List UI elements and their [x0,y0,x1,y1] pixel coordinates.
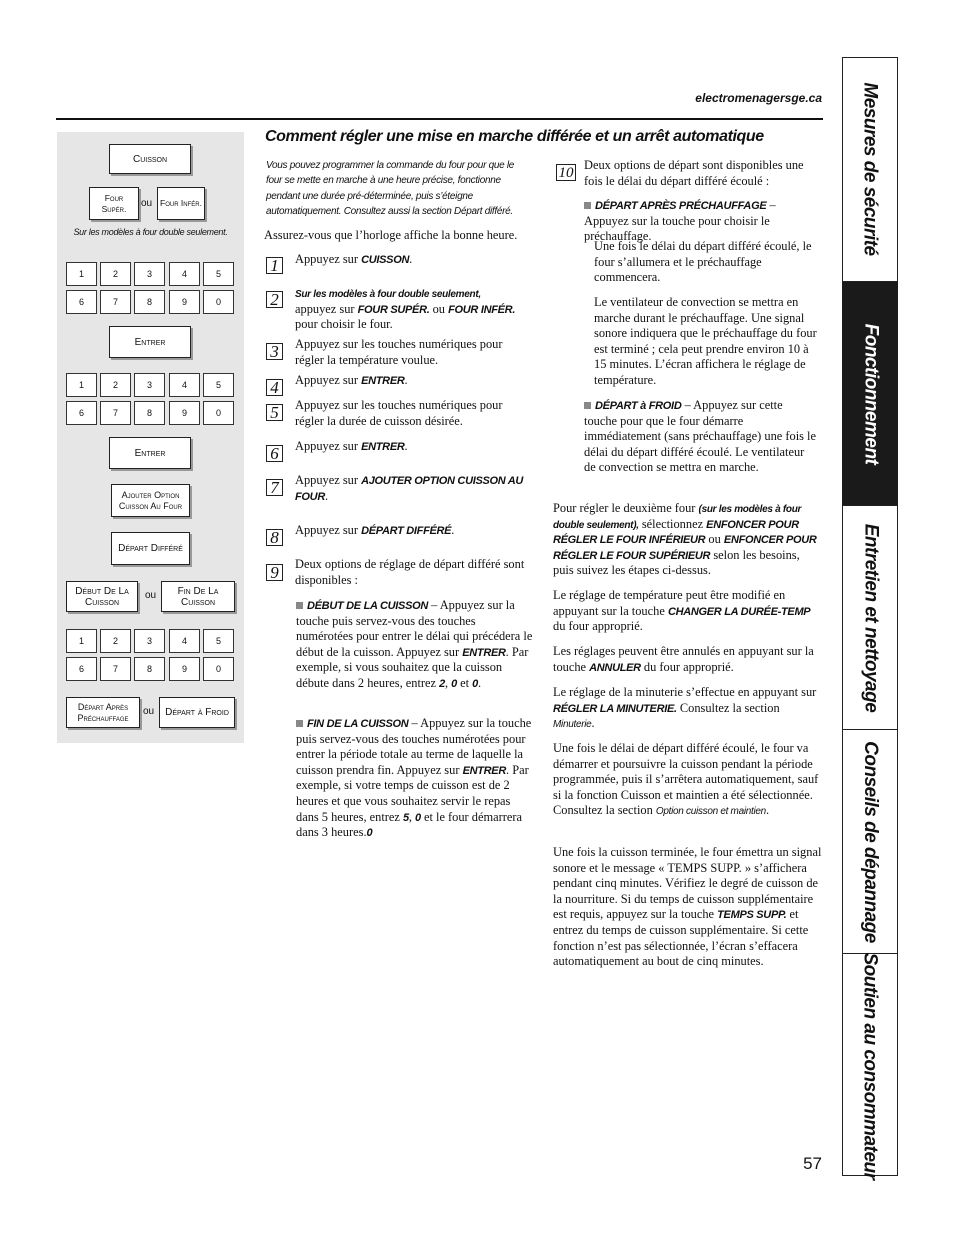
digit-key-4[interactable]: 4 [169,629,200,653]
step-number: 7 [266,479,283,496]
digit-key-6[interactable]: 6 [66,401,97,425]
tab-mesures-securite[interactable]: Mesures de sécurité [860,82,882,256]
step-number: 1 [266,257,283,274]
cancel-paragraph: Les réglages peuvent être annulés en appuyant sur la touche ANNULER du four approprié. [553,644,814,674]
four-super-key[interactable]: Four Supér. [89,187,139,220]
delay-paragraph: Une fois le délai de départ différé écoulé, le four va démarrer et poursuivre la cuisson pendant la période programmée, puis il s’arrêtera automatiquement, sauf si la fonction Cuisson et maintien a été sélectionnée. Consultez la section Option cuisson et maintien. [553,741,819,818]
digit-key-7[interactable]: 7 [100,290,131,314]
step-number: 5 [266,404,283,421]
step-9-text: Deux options de réglage de départ différé sont disponibles : [295,557,525,587]
step-number: 6 [266,445,283,462]
digit-key-0[interactable]: 0 [203,657,234,681]
step-8-text: Appuyez sur DÉPART DIFFÉRÉ. [295,523,455,537]
digit-key-0[interactable]: 0 [203,401,234,425]
digit-key-0[interactable]: 0 [203,290,234,314]
step-number: 8 [266,529,283,546]
digit-key-6[interactable]: 6 [66,290,97,314]
digit-key-3[interactable]: 3 [134,629,165,653]
prechauffage-paragraph-1: Une fois le délai du départ différé écoulé, le four s’allumera et le préchauffage commencera. [594,239,812,285]
header-rule [56,118,823,120]
option-depart-a-froid: DÉPART à FROID – Appuyez sur cette touche pour que le four démarre immédiatement (sans préchauffage) une fois le délai du départ différé écoulé. Le ventilateur de convection se mettra en marche. [584,398,817,475]
prechauffage-paragraph-2: Le ventilateur de convection se mettra en marche durant le préchauffage. Une signal sonore indiquera que le préchauffage du four est terminé ; cela peut prendre environ 10 à 15 minutes. L’écran affichera le réglage de température. [594,295,817,387]
temperature-paragraph: Le réglage de température peut être modifié en appuyant sur la touche CHANGER LA DURÉE-TEMP du four approprié. [553,588,811,634]
digit-key-2[interactable]: 2 [100,629,131,653]
digit-key-1[interactable]: 1 [66,629,97,653]
or-label: ou [141,198,153,209]
digit-key-9[interactable]: 9 [169,290,200,314]
digit-key-9[interactable]: 9 [169,657,200,681]
ajouter-option-key[interactable]: Ajouter Option Cuisson Au Four [111,484,190,517]
digit-key-9[interactable]: 9 [169,401,200,425]
step-5-text: Appuyez sur les touches numériques pour régler la durée de cuisson désirée. [295,398,503,428]
option-depart-apres-prechauffage: DÉPART APRÈS PRÉCHAUFFAGE – Appuyez sur la touche pour choisir le préchauffage. [584,198,776,244]
digit-key-8[interactable]: 8 [134,401,165,425]
or-label: ou [145,590,157,601]
tab-entretien-nettoyage[interactable]: Entretien et nettoyage [842,505,898,730]
option-fin-cuisson: FIN DE LA CUISSON – Appuyez sur la touche puis servez-vous des touches numérotées pour entrer la période totale au terme de laquelle la cuisson prendra fin. Appuyez sur ENTRER. Par exemple, si votre temps de cuisson est de 2 heures et que vous souhaitez servir le repas dans 5 heures, entrez 5, 0 et le four démarrera dans 3 heures.0 [296,716,532,840]
digit-key-5[interactable]: 5 [203,262,234,286]
digit-key-4[interactable]: 4 [169,373,200,397]
second-oven-paragraph: Pour régler le deuxième four (sur les modèles à four double seulement), sélectionnez ENFONCER POUR RÉGLER LE FOUR INFÉRIEUR ou ENFONCER POUR RÉGLER LE FOUR SUPÉRIEUR selon les besoins, puis suivez les étapes ci-dessus. [553,501,817,578]
step-7-text: Appuyez sur AJOUTER OPTION CUISSON AU FOUR. [295,473,524,503]
debut-cuisson-key[interactable]: Début De La Cuisson [66,581,138,612]
step-1-text: Appuyez sur CUISSON. [295,252,413,266]
step-6-text: Appuyez sur ENTRER. [295,439,408,453]
step-number: 10 [556,164,576,181]
digit-key-2[interactable]: 2 [100,262,131,286]
digit-key-7[interactable]: 7 [100,401,131,425]
step-2-text: Sur les modèles à four double seulement, appuyez sur FOUR SUPÉR. ou FOUR INFÉR. pour choisir le four. [295,289,516,332]
digit-key-6[interactable]: 6 [66,657,97,681]
fin-cuisson-key[interactable]: Fin De La Cuisson [161,581,235,612]
step-4-text: Appuyez sur ENTRER. [295,373,408,387]
digit-key-5[interactable]: 5 [203,629,234,653]
digit-key-1[interactable]: 1 [66,373,97,397]
panel-note: Sur les modèles à four double seulement. [73,227,228,237]
digit-key-3[interactable]: 3 [134,262,165,286]
tab-conseils-depannage[interactable]: Conseils de dépannage [842,729,898,954]
depart-differe-key[interactable]: Départ Différé [111,532,190,565]
temps-supp-paragraph: Une fois la cuisson terminée, le four émettra un signal sonore et le message « TEMPS SUPP. » s’affichera pendant cinq minutes. Vérifiez le degré de cuisson de la nourriture. Si du temps de cuisson supplémentaire est requis, appuyez sur la touche TEMPS SUPP. et entrez du temps de cuisson supplémentaire. Si cette fonction n’est pas sélectionnée, l’écran s’effacera automatiquement au bout de cinq minutes. [553,845,822,969]
step-number: 2 [266,291,283,308]
step-3-text: Appuyez sur les touches numériques pour régler la température voulue. [295,337,503,367]
depart-a-froid-key[interactable]: Départ à Froid [159,697,235,728]
four-infer-key[interactable]: Four Infér. [157,187,205,220]
tab-fonctionnement[interactable]: Fonctionnement [842,281,898,506]
option-debut-cuisson: DÉBUT DE LA CUISSON – Appuyez sur la touche puis servez-vous des touches numérotées pour entrer le délai qui précédera le début de la cuisson. Appuyez sur ENTRER. Par exemple, si vous souhaitez que la cuisson débute dans 2 heures, entrez 2, 0 et 0. [296,598,533,690]
digit-key-8[interactable]: 8 [134,657,165,681]
site-url: electromenagersge.ca [695,91,822,105]
tab-soutien-consommateur[interactable]: Soutien au consommateur [842,953,898,1177]
digit-key-4[interactable]: 4 [169,262,200,286]
step-number: 9 [266,564,283,581]
digit-key-1[interactable]: 1 [66,262,97,286]
clock-note: Assurez-vous que l’horloge affiche la bonne heure. [264,228,518,242]
digit-key-3[interactable]: 3 [134,373,165,397]
entrer-key-2[interactable]: Entrer [109,437,191,469]
digit-key-8[interactable]: 8 [134,290,165,314]
step-10-text: Deux options de départ sont disponibles une fois le délai du départ différé écoulé : [584,158,804,188]
depart-apres-prechauffage-key[interactable]: Départ Après Préchauffage [66,697,140,728]
digit-key-5[interactable]: 5 [203,373,234,397]
cuisson-key[interactable]: Cuisson [109,144,191,174]
step-number: 3 [266,343,283,360]
timer-paragraph: Le réglage de la minuterie s’effectue en appuyant sur RÉGLER LA MINUTERIE. Consultez la section Minuterie. [553,685,817,731]
page-number: 57 [803,1154,822,1173]
or-label: ou [143,706,155,717]
intro-text: Vous pouvez programmer la commande du four pour que le four se mette en marche à une heure précise, fonctionne pendant une durée pré-déterminée, puis s’éteigne automatiquement. Consultez aussi la section Départ différé. [266,160,515,218]
entrer-key-1[interactable]: Entrer [109,326,191,358]
step-number: 4 [266,379,283,396]
digit-key-2[interactable]: 2 [100,373,131,397]
section-title: Comment régler une mise en marche différée et un arrêt automatique [265,128,764,145]
digit-key-7[interactable]: 7 [100,657,131,681]
